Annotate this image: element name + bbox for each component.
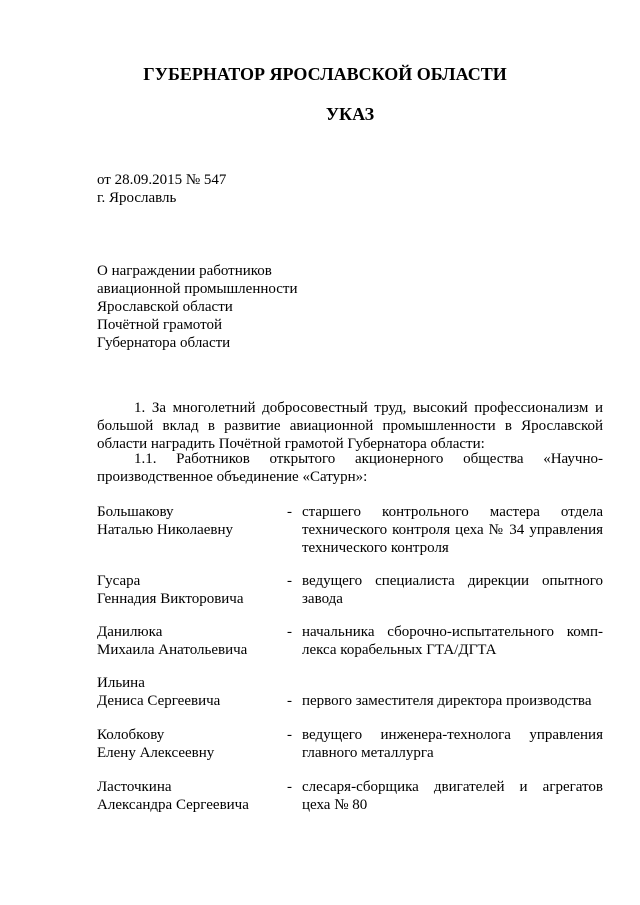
- organization-title: ГУБЕРНАТОР ЯРОСЛАВСКОЙ ОБЛАСТИ: [143, 64, 507, 84]
- position-line: технического контроля: [302, 540, 449, 556]
- position-line: слесаря-сборщика двигателей и агрегатов: [302, 779, 603, 795]
- position-line: технического контроля цеха № 34 управления: [302, 522, 603, 538]
- awardee-name: [97, 778, 249, 814]
- dash-separator: -: [287, 779, 292, 795]
- dash-separator: -: [287, 727, 292, 743]
- awardee-position: [302, 572, 603, 608]
- given-names: Геннадия Викторовича: [97, 591, 244, 607]
- awardee-position: [302, 726, 603, 762]
- surname: Колобкову: [97, 727, 165, 743]
- position-line: завода: [302, 591, 343, 607]
- paragraph-line: большой вклад в развитие авиационной промышленности в Ярославской: [97, 418, 603, 434]
- surname: Ласточкина: [97, 779, 172, 795]
- awardee-position: [302, 623, 603, 659]
- paragraph-line: 1. За многолетний добросовестный труд, высокий профессионализм и: [134, 400, 603, 416]
- given-names: Дениса Сергеевича: [97, 693, 221, 709]
- dash-separator: -: [287, 573, 292, 589]
- surname: Гусара: [97, 573, 141, 589]
- subject-line: авиационной промышленности: [97, 281, 298, 297]
- given-names: Михаила Анатольевича: [97, 642, 248, 658]
- awardee-position: [302, 692, 603, 710]
- position-line: главного металлурга: [302, 745, 434, 761]
- dash-separator: -: [287, 624, 292, 640]
- position-line: ведущего специалиста дирекции опытного: [302, 573, 603, 589]
- city: г. Ярославль: [97, 190, 177, 206]
- position-line: начальника сборочно-испытательного комп-: [302, 624, 603, 640]
- paragraph-line: области наградить Почётной грамотой Губернатора области:: [97, 436, 485, 452]
- awardee-name: [97, 503, 233, 539]
- date-number: от 28.09.2015 № 547: [97, 172, 227, 188]
- dash-separator: -: [287, 504, 292, 520]
- given-names: Александра Сергеевича: [97, 797, 249, 813]
- date-number-block: [97, 171, 226, 207]
- subject-line: О награждении работников: [97, 263, 272, 279]
- surname: Большакову: [97, 504, 174, 520]
- awardee-name: [97, 726, 214, 762]
- position-line: ведущего инженера-технолога управления: [302, 727, 603, 743]
- awardee-position: [302, 503, 603, 557]
- surname: Ильина: [97, 675, 145, 691]
- awardee-name: [97, 623, 247, 659]
- subject-block: [97, 262, 298, 352]
- surname: Данилюка: [97, 624, 163, 640]
- position-line: цеха № 80: [302, 797, 368, 813]
- paragraph-line: 1.1. Работников открытого акционерного общества «Научно-: [134, 451, 603, 467]
- position-line: старшего контрольного мастера отдела: [302, 504, 603, 520]
- subject-line: Почётной грамотой: [97, 317, 222, 333]
- paragraph-1-1: [97, 450, 603, 486]
- subject-line: Губернатора области: [97, 335, 231, 351]
- dash-separator: -: [287, 693, 292, 709]
- awardee-name: [97, 572, 244, 608]
- position-line: первого заместителя директора производства: [302, 693, 592, 709]
- document-type: УКАЗ: [325, 104, 375, 124]
- position-line: лекса корабельных ГТА/ДГТА: [302, 642, 497, 658]
- paragraph-1: [97, 399, 603, 453]
- subject-line: Ярославской области: [97, 299, 233, 315]
- awardee-name: [97, 674, 220, 710]
- paragraph-line: производственное объединение «Сатурн»:: [97, 469, 368, 485]
- given-names: Наталью Николаевну: [97, 522, 234, 538]
- awardee-position: [302, 778, 603, 814]
- given-names: Елену Алексеевну: [97, 745, 215, 761]
